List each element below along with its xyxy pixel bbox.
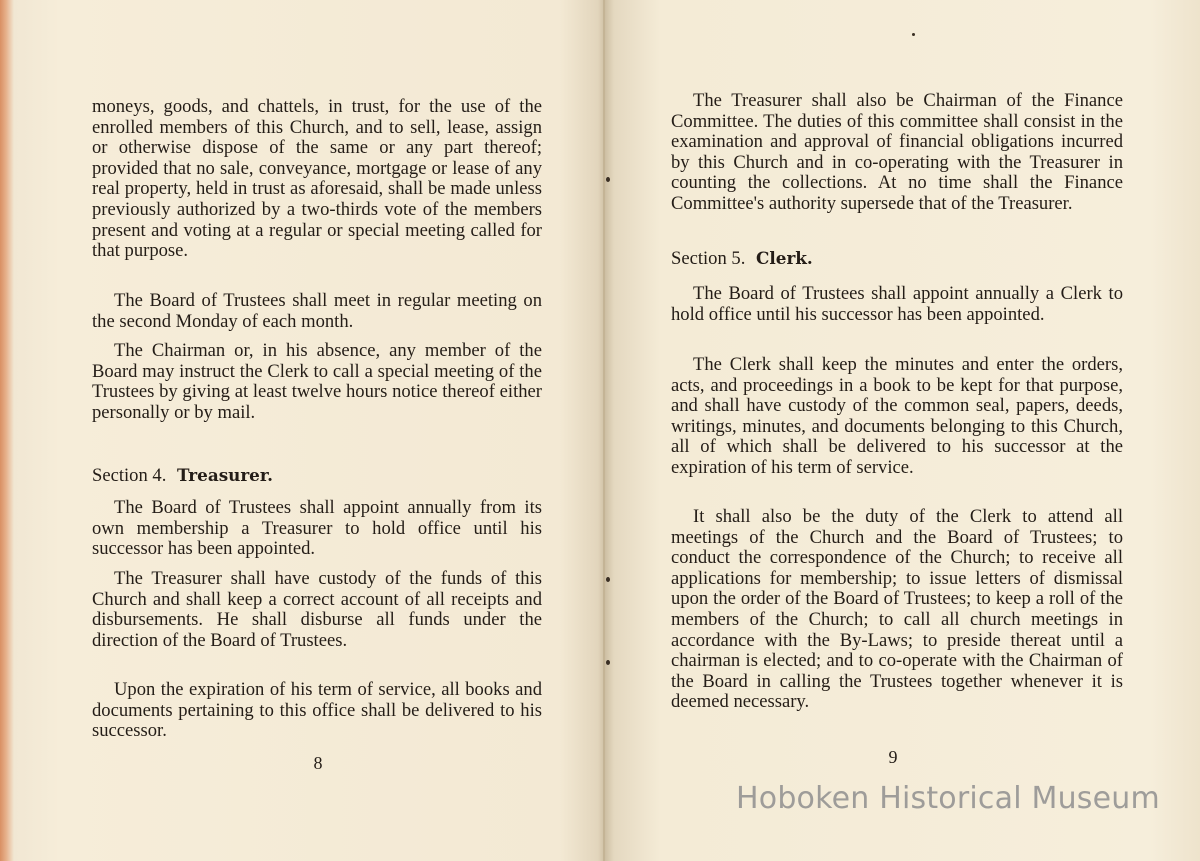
left-page xyxy=(92,0,542,861)
body-paragraph: The Treasurer shall have custody of the funds of this Church and shall keep a correct account of all receipts and disbursements. He shall disburse all funds under the direction of the Board of Trustees. xyxy=(92,568,542,651)
section-title: Clerk. xyxy=(756,248,813,268)
body-paragraph: The Board of Trustees shall appoint annually from its own membership a Treasurer to hold office until his successor has been appointed. xyxy=(92,497,542,560)
body-paragraph: The Chairman or, in his absence, any member of the Board may instruct the Clerk to call a special meeting of the Trustees by giving at least twelve hours notice thereof either personally or by mail. xyxy=(92,340,542,423)
body-paragraph: The Clerk shall keep the minutes and enter the orders, acts, and proceedings in a book to be kept for that purpose, and shall have custody of the common seal, papers, deeds, writings, minutes, and documents belonging to this Church, all of which shall be delivered to his successor at the expiration of his term of service. xyxy=(671,354,1123,478)
section-number: Section 5. xyxy=(671,248,746,269)
section-heading xyxy=(671,248,813,270)
binding-staple-mark xyxy=(606,177,610,182)
section-title: Treasurer. xyxy=(177,465,273,485)
museum-watermark: Hoboken Historical Museum xyxy=(736,781,1160,816)
body-paragraph: moneys, goods, and chattels, in trust, for the use of the enrolled members of this Church, and to sell, lease, assign or otherwise dispose of the same or any part thereof; provided that no sale, conveyance, mortgage or lease of any real property, held in trust as aforesaid, shall be made unless previously authorized by a two-thirds vote of the members present and voting at a regular or special meeting called for that purpose. xyxy=(92,96,542,262)
page-number: 8 xyxy=(313,753,323,773)
page-number: 9 xyxy=(888,747,898,767)
section-heading xyxy=(92,465,273,487)
binding-staple-mark xyxy=(606,660,610,665)
body-paragraph: It shall also be the duty of the Clerk to attend all meetings of the Church and the Board of Trustees; to conduct the correspondence of the Church; to receive all applications for membership; to issue letters of dismissal upon the order of the Board of Trustees; to keep a roll of the members of the Church; to call all church meetings in accordance with the By-Laws; to preside thereat until a chairman is elected; and to co-operate with the Chairman of the Board in calling the Trustees together whenever it is deemed necessary. xyxy=(671,506,1123,713)
binding-staple-mark xyxy=(606,577,610,582)
section-number: Section 4. xyxy=(92,465,167,486)
body-paragraph: Upon the expiration of his term of service, all books and documents pertaining to this office shall be delivered to his successor. xyxy=(92,679,542,742)
body-paragraph: The Treasurer shall also be Chairman of the Finance Committee. The duties of this committee shall consist in the examination and approval of financial obligations incurred by this Church and in co-operating with the Treasurer in counting the collections. At no time shall the Finance Committee's authority supersede that of the Treasurer. xyxy=(671,90,1123,214)
page-gutter xyxy=(603,0,605,861)
body-paragraph: The Board of Trustees shall appoint annually a Clerk to hold office until his successor has been appointed. xyxy=(671,283,1123,325)
right-page xyxy=(671,0,1123,861)
body-paragraph: The Board of Trustees shall meet in regular meeting on the second Monday of each month. xyxy=(92,290,542,332)
